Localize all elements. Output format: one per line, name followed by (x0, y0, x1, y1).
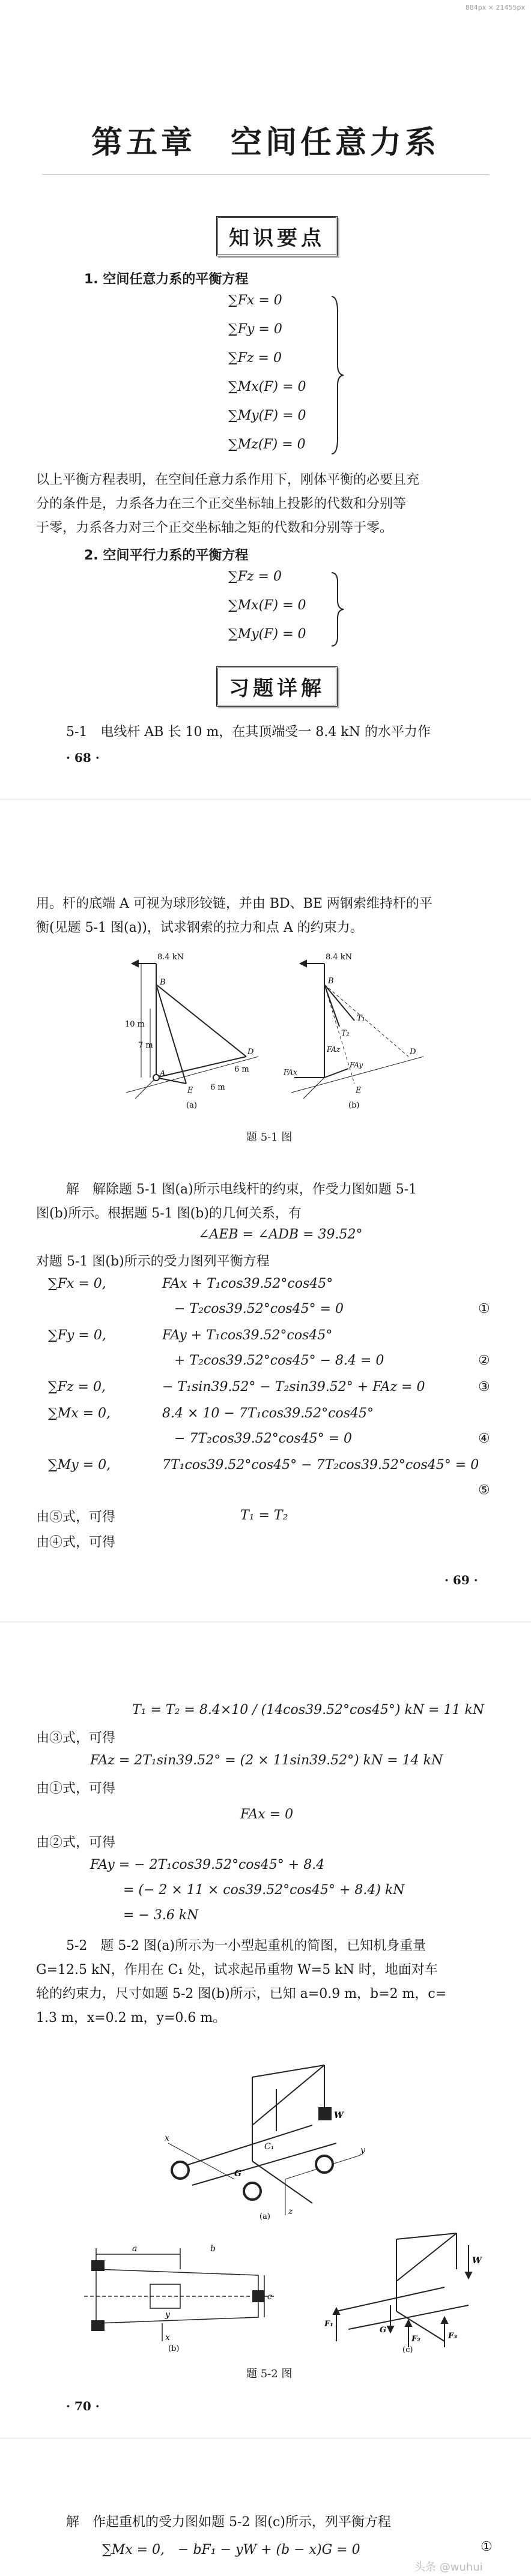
wheel-icon (316, 2156, 333, 2173)
paragraph-line: 对题 5-1 图(b)所示的受力图列平衡方程 (36, 1254, 270, 1269)
eq-number: ① (478, 1302, 490, 1317)
reaction-label: FAz (327, 1045, 341, 1054)
eq-rhs: 7T₁cos39.52°cos45° − 7T₂cos39.52°cos45° = 0 (162, 1458, 479, 1473)
point-label: D (247, 1048, 254, 1057)
eq-lhs: ∑My = 0, (48, 1458, 111, 1473)
axis-label: y (360, 2146, 365, 2155)
angle-equation: ∠AEB = ∠ADB = 39.52° (198, 1227, 363, 1242)
paragraph-line: 由③式，可得 (36, 1731, 116, 1746)
result-fay: = (− 2 × 11 × cos39.52°cos45° + 8.4) kN (123, 1883, 405, 1898)
reaction-label: FAy (350, 1061, 363, 1069)
key-points-heading-2: 2. 空间平行力系的平衡方程 (84, 548, 249, 563)
point-label: A (160, 1069, 166, 1078)
equation: T₁ = T₂ (240, 1508, 288, 1523)
point-label: E (356, 1086, 362, 1095)
axis-label: x (165, 2134, 169, 2143)
page-gap (0, 1621, 531, 1623)
figure-caption: 题 5-2 图 (246, 2368, 293, 2380)
figure-5-2a (156, 2041, 372, 2221)
equation: ∑My(F) = 0 (228, 408, 306, 423)
paragraph-line: 由①式，可得 (36, 1781, 116, 1796)
equation: ∑Mx(F) = 0 (228, 379, 306, 394)
force-label: 8.4 kN (326, 953, 353, 962)
eq-number: ② (478, 1353, 490, 1368)
reaction-label: FAx (284, 1068, 297, 1076)
point-label: B (160, 978, 166, 987)
page-number-68: · 68 · (66, 750, 100, 765)
paragraph-line: 1.3 m，x=0.2 m，y=0.6 m。 (36, 2010, 226, 2026)
paragraph-line: G=12.5 kN，作用在 C₁ 处，试求起吊重物 W=5 kN 时，地面对车 (36, 1962, 438, 1977)
paragraph-line: 图(b)所示。根据题 5-1 图(b)的几何关系，有 (36, 1206, 302, 1221)
gravity-label: G (234, 2169, 241, 2179)
length-label: 10 m (125, 1020, 145, 1029)
paragraph-line: 衡(见题 5-1 图(a))，试求钢索的拉力和点 A 的约束力。 (36, 920, 363, 935)
equation: ∑Mz(F) = 0 (228, 437, 306, 452)
key-points-heading-1: 1. 空间任意力系的平衡方程 (84, 272, 249, 287)
page-number-70: · 70 · (66, 2399, 100, 2413)
subfigure-label: (b) (168, 2344, 180, 2353)
result-fay: FAy = − 2T₁cos39.52°cos45° + 8.4 (90, 1857, 325, 1872)
eq-number: ⑤ (478, 1483, 490, 1498)
distance-label: 6 m (234, 1065, 249, 1074)
solution-5-2-equation: ∑Mx = 0, − bF₁ − yW + (b − x)G = 0 (102, 2542, 360, 2557)
equation: ∑Fz = 0 (228, 351, 282, 366)
weight-label: W (472, 2256, 482, 2266)
eq-rhs: FAy + T₁cos39.52°cos45° (162, 1328, 333, 1343)
gravity-label: G (380, 2326, 387, 2335)
equation: ∑Fz = 0 (228, 569, 282, 584)
eq-lhs: ∑Fz = 0, (48, 1380, 106, 1395)
subfigure-label: (a) (186, 1101, 197, 1110)
point-label: E (187, 1086, 193, 1095)
exercises-heading: 习题详解 (216, 666, 338, 707)
result-faz: FAz = 2T₁sin39.52° = (2 × 11sin39.52°) kN = 14 kN (90, 1753, 443, 1768)
point-label: B (328, 977, 334, 986)
figure-caption: 题 5-1 图 (246, 1131, 293, 1144)
reaction-label: F₃ (448, 2332, 457, 2341)
tension-label: T₂ (341, 1029, 350, 1038)
dim-label: b (210, 2244, 216, 2254)
equation: ∑My(F) = 0 (228, 627, 306, 642)
right-brace-icon (329, 570, 347, 648)
page-gap (0, 798, 531, 800)
height-label: 7 m (138, 1041, 153, 1050)
key-points-heading: 知识要点 (216, 216, 338, 256)
right-brace-icon (329, 294, 347, 456)
tension-label: T₁ (357, 1014, 365, 1023)
weight-block-icon (318, 2107, 332, 2120)
eq-rhs: + T₂cos39.52°cos45° − 8.4 = 0 (174, 1353, 384, 1368)
paragraph-line: 用。杆的底端 A 可视为球形铰链，并由 BD、BE 两钢索维持杆的平 (36, 896, 432, 911)
result-fax: FAx = 0 (240, 1807, 294, 1822)
equation: ∑Mx(F) = 0 (228, 598, 306, 613)
force-label: 8.4 kN (157, 953, 184, 962)
result-fay: = − 3.6 kN (123, 1908, 199, 1923)
paragraph-line: 轮的约束力，尺寸如题 5-2 图(b)所示，已知 a=0.9 m，b=2 m，c= (36, 1986, 447, 2001)
eq-rhs: FAx + T₁cos39.52°cos45° (162, 1276, 333, 1291)
dim-label: a (132, 2244, 138, 2254)
watermark: 头条 @wuhui (414, 2561, 483, 2574)
weight-label: W (334, 2111, 344, 2120)
reaction-label: F₂ (411, 2335, 420, 2344)
paragraph-line: 5-2 题 5-2 图(a)所示为一小型起重机的简图，已知机身重量 (66, 1938, 426, 1953)
paragraph-line: 由②式，可得 (36, 1835, 116, 1850)
result-tension: T₁ = T₂ = 8.4×10 / (14cos39.52°cos45°) kN = 11 kN (132, 1703, 485, 1718)
eq-number: ③ (478, 1380, 490, 1395)
eq-number: ④ (478, 1431, 490, 1446)
solution-5-2-intro: 解 作起重机的受力图如题 5-2 图(c)所示，列平衡方程 (66, 2515, 391, 2530)
eq-number: ① (481, 2539, 493, 2554)
equation: ∑Fy = 0 (228, 322, 282, 337)
wheel-icon (244, 2183, 261, 2200)
dim-label: x (165, 2333, 170, 2342)
page-number-69: · 69 · (445, 1573, 478, 1587)
paragraph-line: 以上平衡方程表明，在空间任意力系作用下，刚体平衡的必要且充 (36, 472, 420, 487)
page-gap (0, 2437, 531, 2439)
eq-rhs: − 7T₂cos39.52°cos45° = 0 (174, 1431, 353, 1446)
eq-lhs: ∑Mx = 0, (48, 1406, 111, 1421)
exercise-5-1-intro: 5-1 电线杆 AB 长 10 m，在其顶端受一 8.4 kN 的水平力作 (66, 725, 431, 740)
eq-lhs: ∑Fy = 0, (48, 1328, 106, 1343)
dim-label: c (267, 2292, 272, 2302)
paragraph-line: 解 解除题 5-1 图(a)所示电线杆的约束，作受力图如题 5-1 (66, 1182, 417, 1197)
point-label: C₁ (264, 2142, 275, 2152)
paragraph-line: 由④式，可得 (36, 1535, 116, 1550)
paragraph-line: 于零，力系各力对三个正交坐标轴之矩的代数和分别等于零。 (36, 520, 393, 535)
eq-rhs: − T₂cos39.52°cos45° = 0 (174, 1302, 344, 1317)
figure-5-1a (120, 949, 264, 1111)
paragraph-line: 由⑤式，可得 (36, 1510, 116, 1525)
paragraph-line: 分的条件是，力系各力在三个正交坐标轴上投影的代数和分别等 (36, 496, 407, 511)
figure-5-2b (60, 2233, 288, 2353)
subfigure-label: (c) (402, 2345, 413, 2353)
axis-label: z (288, 2207, 293, 2216)
chapter-title: 第五章 空间任意力系 (91, 125, 440, 161)
equation: ∑Fx = 0 (228, 293, 282, 308)
point-label: D (410, 1048, 416, 1057)
figure-5-1b (282, 949, 426, 1111)
eq-lhs: ∑Fx = 0, (48, 1276, 106, 1291)
page-size-tag: 884px × 21455px (465, 4, 525, 11)
eq-rhs: − T₁sin39.52° − T₂sin39.52° + FAz = 0 (162, 1380, 425, 1395)
figure-5-2c (312, 2221, 505, 2353)
subfigure-label: (b) (348, 1101, 360, 1110)
dim-label: y (165, 2310, 170, 2320)
eq-rhs: 8.4 × 10 − 7T₁cos39.52°cos45° (162, 1406, 374, 1421)
header-rule (42, 174, 489, 175)
subfigure-label: (a) (259, 2212, 270, 2221)
reaction-label: F₁ (324, 2320, 333, 2329)
wheel-icon (172, 2162, 189, 2179)
distance-label: 6 m (210, 1083, 225, 1092)
